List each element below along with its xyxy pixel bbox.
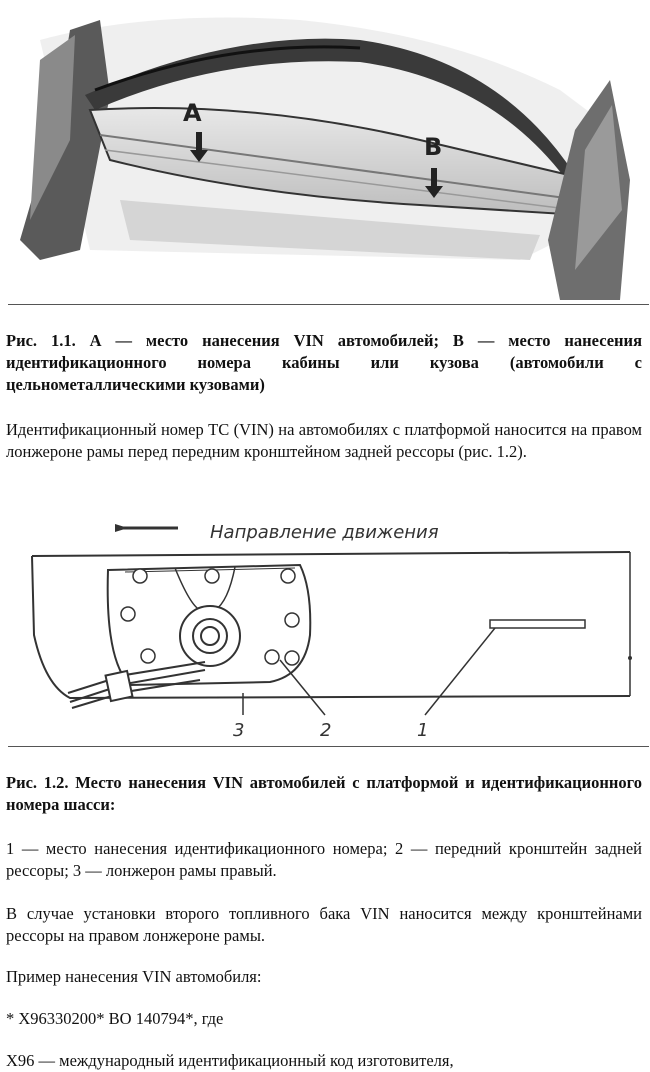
paragraph-vin-example: * X96330200* ВО 140794*, где: [6, 1009, 224, 1028]
callout-1: 1: [417, 720, 429, 741]
label-b: B: [424, 133, 443, 161]
callout-3: 3: [233, 720, 245, 741]
label-a: A: [183, 99, 202, 127]
figure-1-caption: Рис. 1.1. А — место нанесения VIN автомобилей; В — место нанесения идентификационного номера кабины или кузова (автомобили с цельнометаллическими кузовами): [6, 331, 642, 394]
paragraph-second-tank: В случае установки второго топливного бака VIN наносится между кронштейнами рессоры на правом лонжероне рамы.: [6, 904, 642, 945]
divider-1: [8, 304, 649, 305]
figure-2-caption: Рис. 1.2. Место нанесения VIN автомобилей с платформой и идентификационного номера шасси:: [6, 773, 642, 814]
figure-frame-rail-drawing: [0, 510, 650, 746]
divider-2: [8, 746, 649, 747]
callout-2: 2: [320, 720, 332, 741]
direction-label: Направление движения: [210, 522, 439, 543]
paragraph-wmi: X96 — международный идентификационный код изготовителя,: [6, 1051, 454, 1070]
paragraph-legend: 1 — место нанесения идентификационного номера; 2 — передний кронштейн задней рессоры; 3 — лонжерон рамы правый.: [6, 839, 642, 880]
paragraph-vin-example-intro: Пример нанесения VIN автомобиля:: [6, 967, 262, 986]
figure-vin-location-photo: [0, 0, 650, 304]
paragraph-vin-platform: Идентификационный номер ТС (VIN) на автомобилях с платформой наносится на правом лонжероне рамы перед передним кронштейном задней рессоры (рис. 1.2).: [6, 420, 642, 461]
